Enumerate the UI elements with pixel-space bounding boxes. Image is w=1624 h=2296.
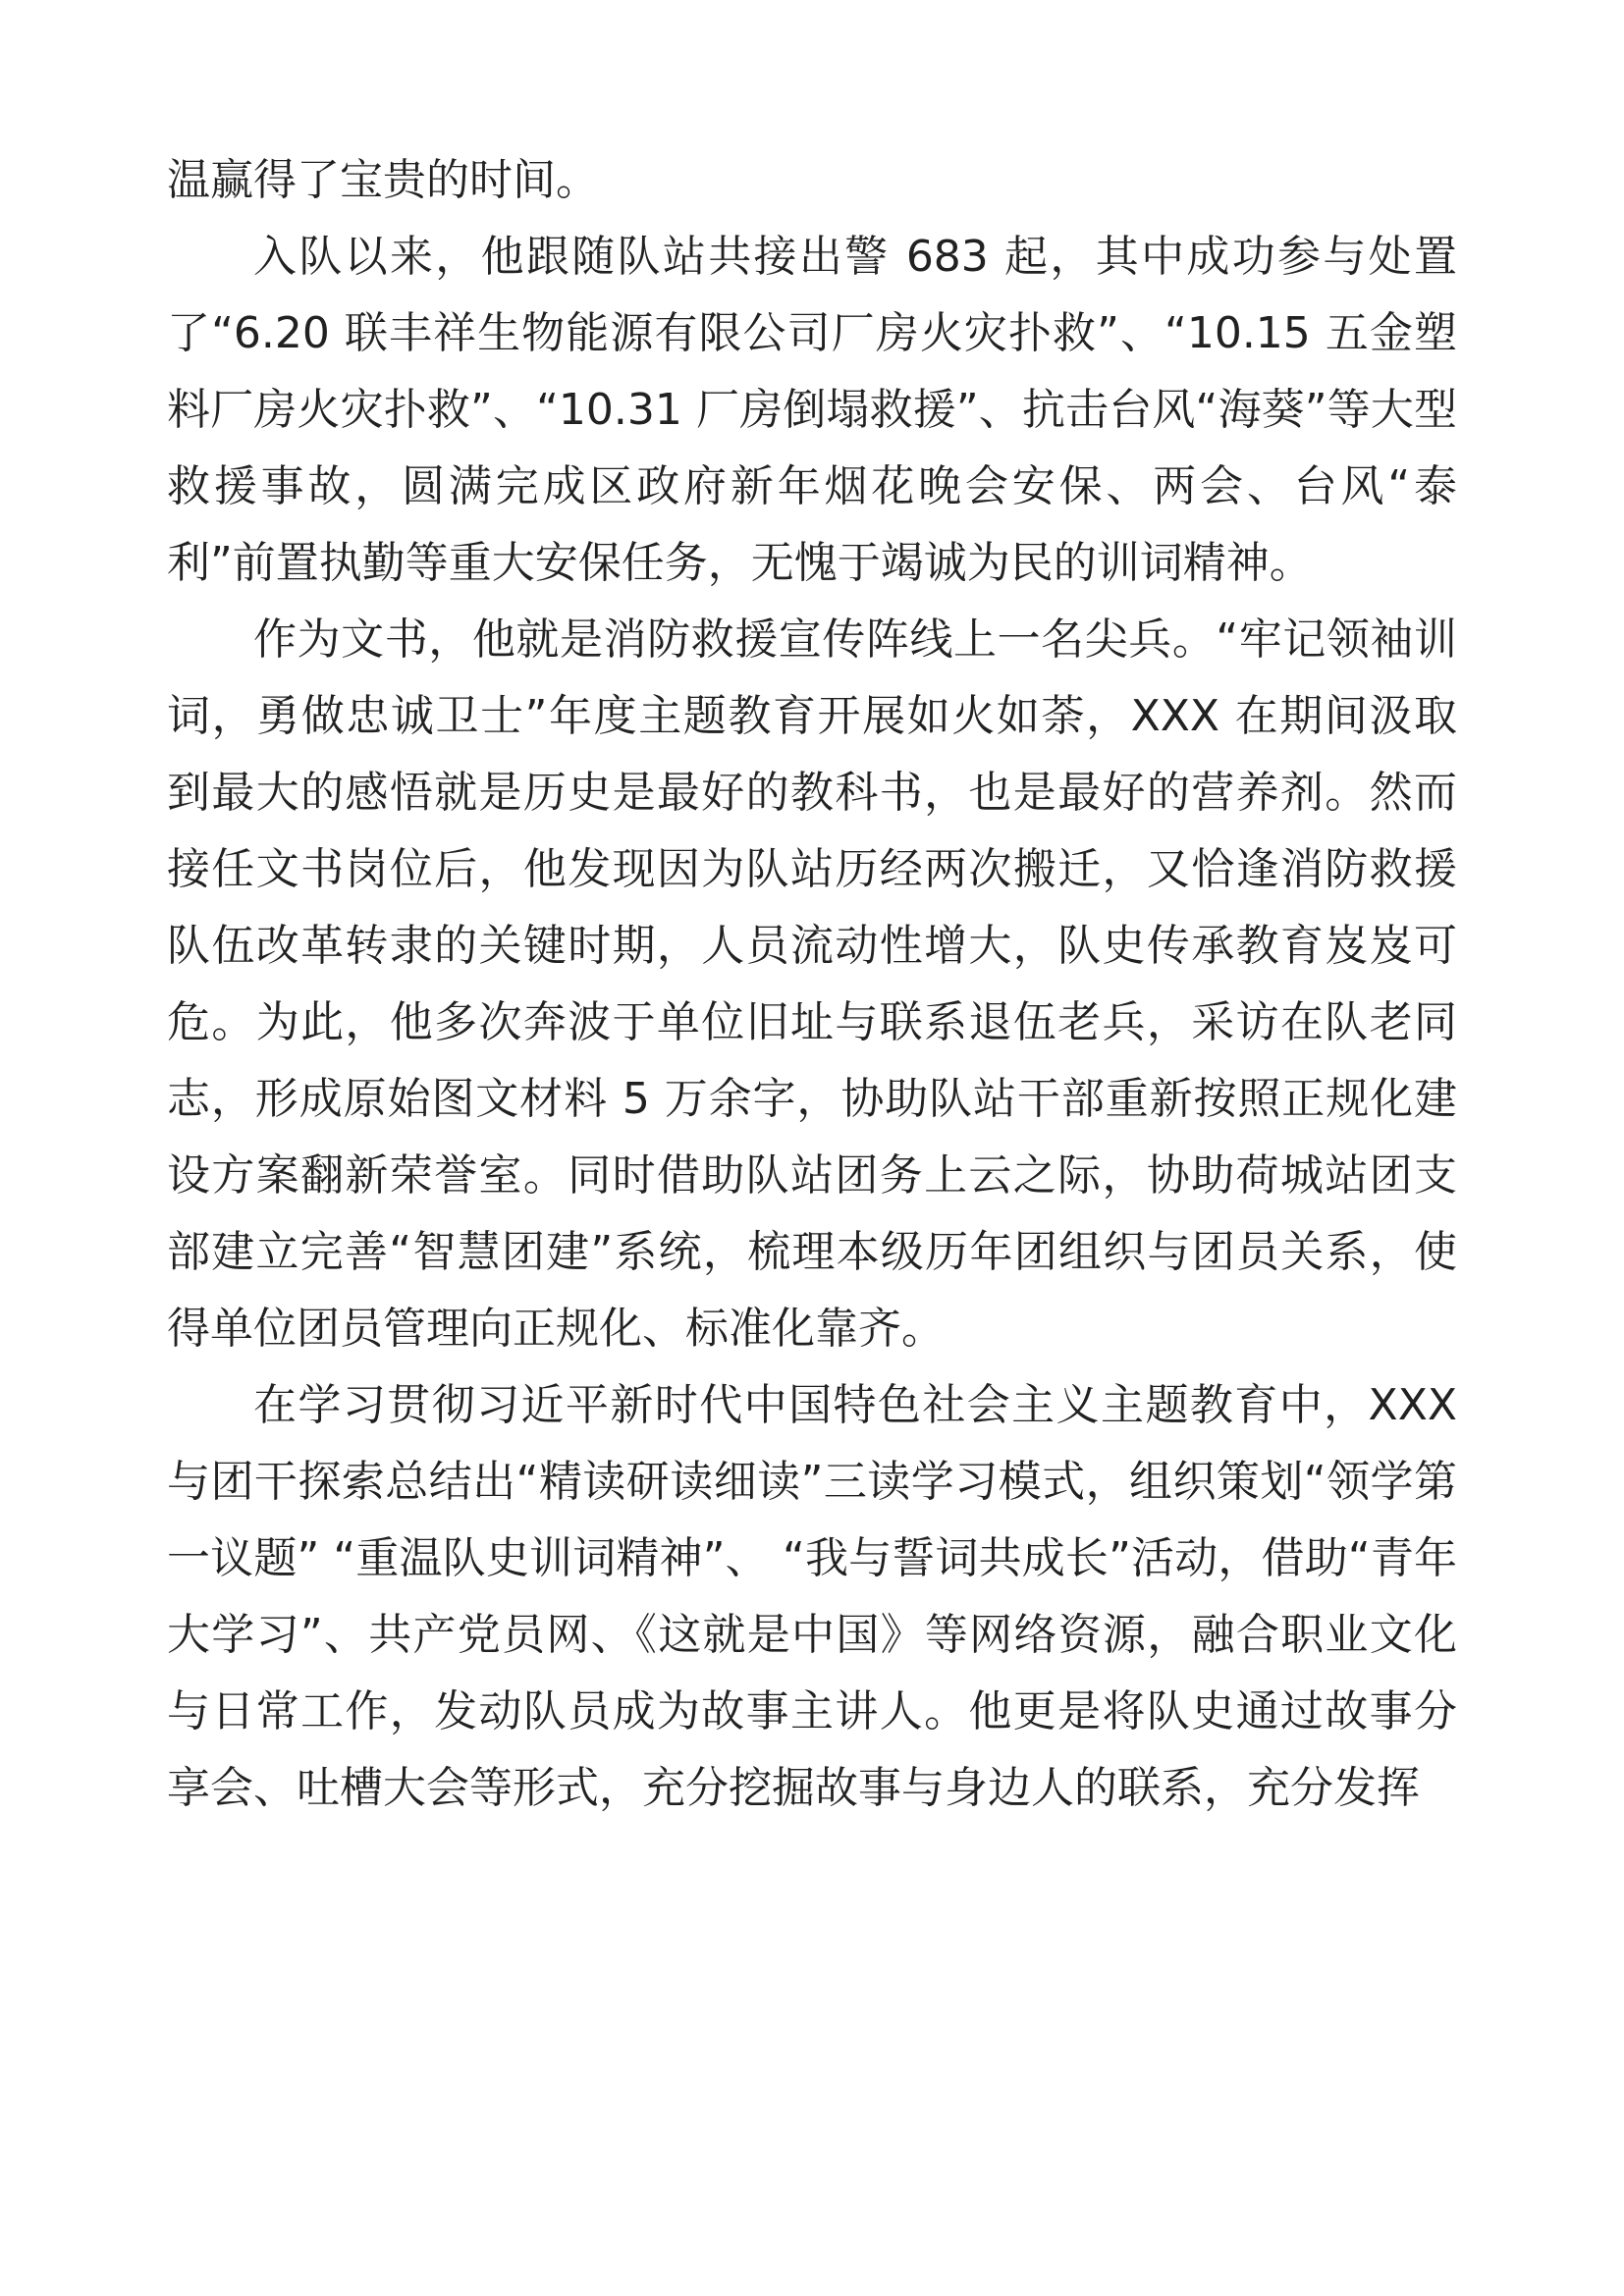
paragraph: 作为文书，他就是消防救援宣传阵线上一名尖兵。“牢记领袖训词，勇做忠诚卫士”年度主题教育开展如火如荼，XXX 在期间汲取到最大的感悟就是历史是最好的教科书，也是最好的营养剂。然而接任文书岗位后，他发现因为队站历经两次搬迁，又恰逢消防救援队伍改革转隶的关键时期，人员流动性增大，队史传承教育岌岌可危。为此，他多次奔波于单位旧址与联系退伍老兵，采访在队老同志，形成原始图文材料 5 万余字，协助队站干部重新按照正规化建设方案翻新荣誉室。同时借助队站团务上云之际，协助荷城站团支部建立完善“智慧团建”系统，梳理本级历年团组织与团员关系，使得单位团员管理向正规化、标准化靠齐。 xyxy=(167,614,1457,1354)
paragraph: 在学习贯彻习近平新时代中国特色社会主义主题教育中，XXX 与团干探索总结出“精读研读细读”三读学习模式，组织策划“领学第一议题” “重温队史训词精神”、 “我与誓词共成长”活动，借助“青年大学习”、共产党员网、《这就是中国》等网络资源，融合职业文化与日常工作，发动队员成为故事主讲人。他更是将队史通过故事分享会、吐槽大会等形式，充分挖掘故事与身边人的联系，充分发挥 xyxy=(167,1380,1457,1813)
paragraph: 温赢得了宝贵的时间。 xyxy=(167,155,599,205)
document-body xyxy=(167,142,1457,1827)
paragraph: 入队以来，他跟随队站共接出警 683 起，其中成功参与处置了“6.20 联丰祥生物能源有限公司厂房火灾扑救”、“10.15 五金塑料厂房火灾扑救”、“10.31 厂房倒塌救援”、抗击台风“海葵”等大型救援事故，圆满完成区政府新年烟花晚会安保、两会、台风“泰利”前置执勤等重大安保任务，无愧于竭诚为民的训词精神。 xyxy=(167,232,1457,588)
